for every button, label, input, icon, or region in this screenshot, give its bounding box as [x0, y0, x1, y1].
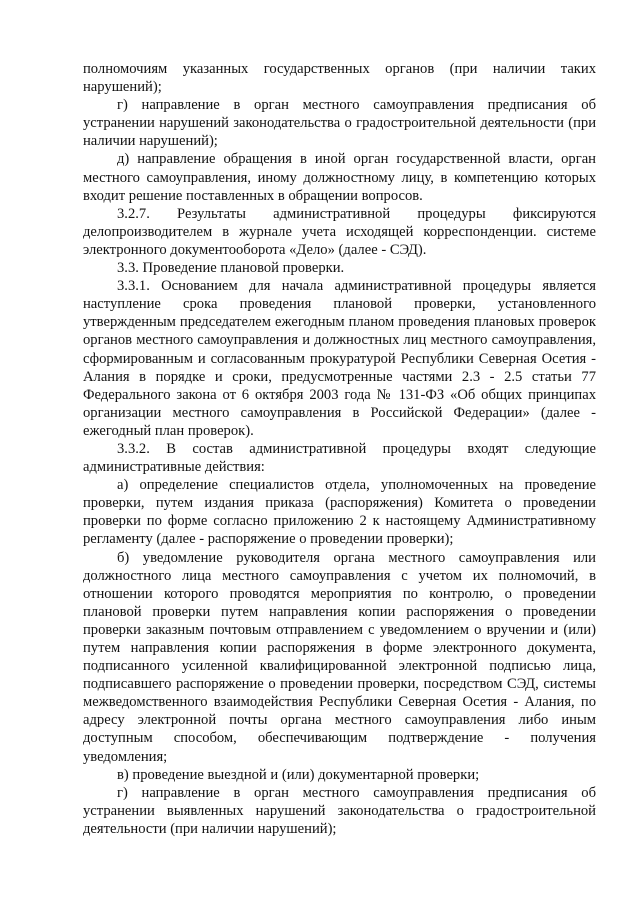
paragraph-3-2-7: 3.2.7. Результаты административной процедуры фиксируются делопроизводителем в журнале учета исходящей корреспонденции. системе электронного документооборота «Дело» (далее - СЭД).	[83, 205, 596, 258]
paragraph-3-3-1: 3.3.1. Основанием для начала административной процедуры является наступление срока проведения плановой проверки, установленного утвержденным председателем ежегодным планом проведения плановых проверок органов местного самоуправления и должностных лиц местного самоуправления, сформированным и согласованным прокуратурой Республики Северная Осетия - Алания в порядке и сроки, предусмотренные частями 2.3 - 2.5 статьи 77 Федерального закона от 6 октября 2003 года № 131-ФЗ «Об общих принципах организации местного самоуправления в Российской Федерации» (далее - ежегодный план проверок).	[83, 278, 596, 439]
paragraph-item-g-2: г) направление в орган местного самоуправления предписания об устранении выявленных нарушений законодательства о градостроительной деятельности (при наличии нарушений);	[83, 784, 596, 837]
paragraph-continuation: полномочиям указанных государственных органов (при наличии таких нарушений);	[83, 61, 596, 96]
paragraph-item-d: д) направление обращения в иной орган государственной власти, орган местного самоуправления, иному должностному лицу, в компетенцию которых входит решение поставленных в обращении вопросов.	[83, 151, 596, 204]
section-heading-3-3: 3.3. Проведение плановой проверки.	[117, 260, 345, 277]
paragraph-item-v: в) проведение выездной и (или) документарной проверки;	[117, 766, 480, 783]
paragraph-3-3-2: 3.3.2. В состав административной процедуры входят следующие административные действия:	[83, 440, 596, 476]
paragraph-item-b: б) уведомление руководителя органа местного самоуправления или должностного лица местного самоуправления с учетом их полномочий, в отношении которого проводятся мероприятия по контролю, о проведении плановой проверки путем направления копии распоряжения о проведении проверки заказным почтовым отправлением с уведомлением о вручении и (или) путем направления копии распоряжения в форме электронного документа, подписанного усиленной квалифицированной электронной подписью лица, подписавшего распоряжение о проведении проверки, посредством СЭД, системы межведомственного взаимодействия Республики Северная Осетия - Алания, по адресу электронной почты органа местного самоуправления либо иным доступным способом, обеспечивающим подтверждение - получения уведомления;	[83, 549, 596, 765]
paragraph-item-g: г) направление в орган местного самоуправления предписания об устранении нарушений законодательства о градостроительной деятельности (при наличии нарушений);	[83, 97, 596, 150]
document-body	[83, 60, 596, 838]
paragraph-item-a: а) определение специалистов отдела, уполномоченных на проведение проверки, путем издания приказа (распоряжения) Комитета о проведении проверки по форме согласно приложению 2 к настоящему Административному регламенту (далее - распоряжение о проведении проверки);	[83, 477, 596, 548]
